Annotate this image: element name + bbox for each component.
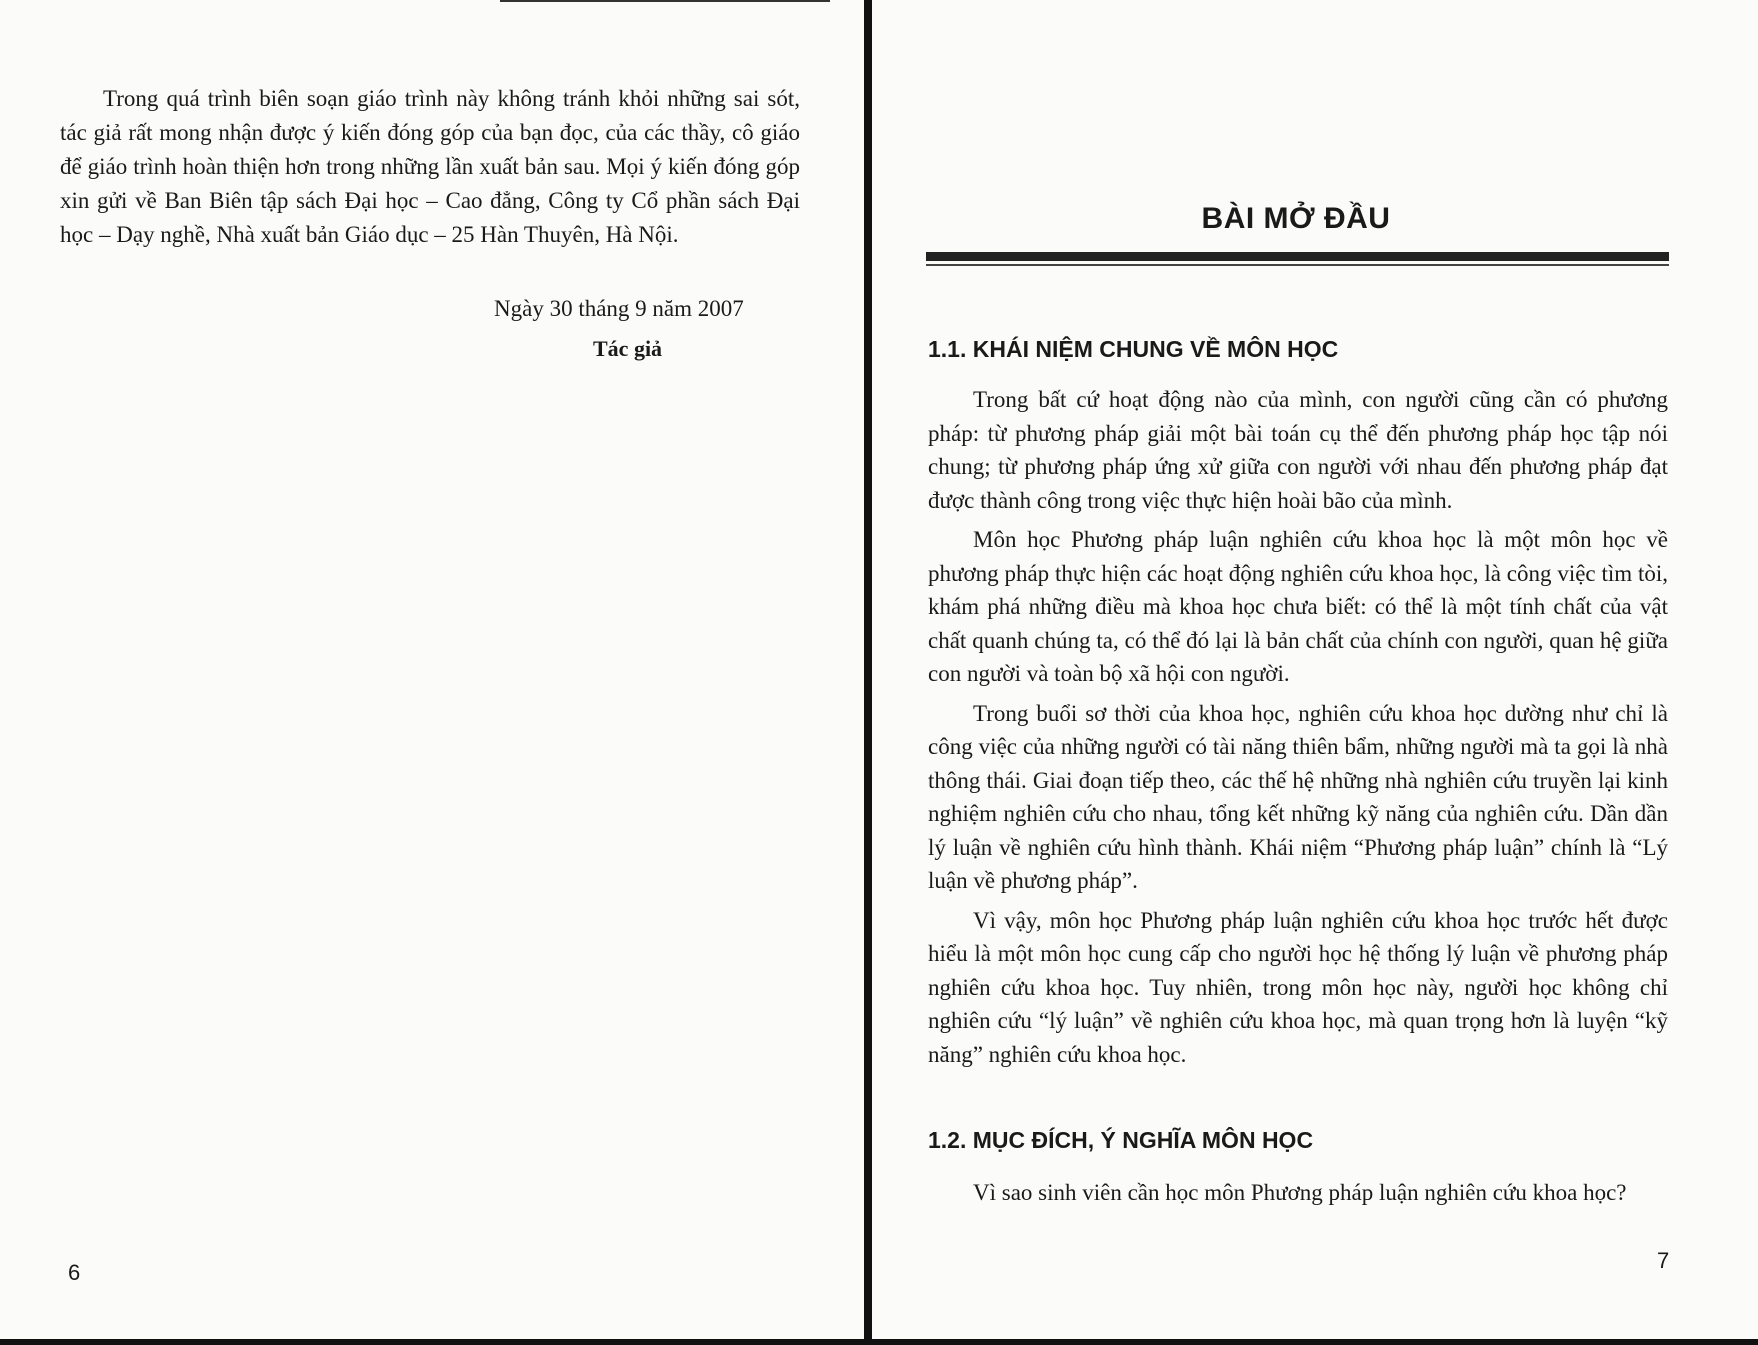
page-number-right: 7 — [1657, 1248, 1670, 1273]
title-rule-thin — [926, 264, 1669, 266]
book-spine — [864, 0, 872, 1345]
bottom-edge — [0, 1339, 1758, 1345]
body-paragraph: Môn học Phương pháp luận nghiên cứu khoa học là một môn học về phương pháp thực hiện các hoạt động nghiên cứu khoa học, là công việc tìm tòi, khám phá những điều mà khoa học chưa biết: có thể là một tính chất của vật chất quanh chúng ta, có thể đó lại là bản chất của chính con người, quan hệ giữa con người và toàn bộ xã hội con người. — [928, 527, 1668, 686]
signature-date: Ngày 30 tháng 9 năm 2007 — [494, 296, 744, 321]
body-paragraph: Vì sao sinh viên cần học môn Phương pháp luận nghiên cứu khoa học? — [973, 1180, 1627, 1205]
title-rule-thick — [926, 252, 1669, 261]
section-1-2-body — [928, 1176, 1668, 1216]
page-number-left: 6 — [68, 1260, 81, 1285]
signature-author: Tác giả — [593, 336, 663, 361]
left-page-body — [60, 82, 800, 252]
body-paragraph: Vì vậy, môn học Phương pháp luận nghiên cứu khoa học trước hết được hiểu là một môn học cung cấp cho người học hệ thống lý luận về phương pháp nghiên cứu khoa học. Tuy nhiên, trong môn học này, người học không chỉ nghiên cứu “lý luận” về nghiên cứu khoa học, mà quan trọng hơn là luyện “kỹ năng” nghiên cứu khoa học. — [928, 907, 1668, 1067]
section-heading-1-2: 1.2. MỤC ĐÍCH, Ý NGHĨA MÔN HỌC — [928, 1127, 1314, 1153]
body-paragraph: Trong buổi sơ thời của khoa học, nghiên cứu khoa học dường như chỉ là công việc của những người có tài năng thiên bẩm, những người mà ta gọi là nhà thông thái. Giai đoạn tiếp theo, các thế hệ những nhà nghiên cứu truyền lại kinh nghiệm nghiên cứu cho nhau, tổng kết những kỹ năng của nghiên cứu. Dần dần lý luận về nghiên cứu hình thành. Khái niệm “Phương pháp luận” chính là “Lý luận về phương pháp”. — [928, 700, 1668, 893]
body-paragraph: Trong bất cứ hoạt động nào của mình, con người cũng cần có phương pháp: từ phương pháp giải một bài toán cụ thể đến phương pháp học tập nói chung; từ phương pháp ứng xử giữa con người với nhau đến phương pháp đạt được thành công trong việc thực hiện hoài bão của mình. — [928, 387, 1668, 513]
preface-paragraph: Trong quá trình biên soạn giáo trình này không tránh khỏi những sai sót, tác giả rất mong nhận được ý kiến đóng góp của bạn đọc, của các thầy, cô giáo để giáo trình hoàn thiện hơn trong những lần xuất bản sau. Mọi ý kiến đóng góp xin gửi về Ban Biên tập sách Đại học – Cao đẳng, Công ty Cổ phần sách Đại học – Dạy nghề, Nhà xuất bản Giáo dục – 25 Hàn Thuyên, Hà Nội. — [60, 86, 800, 247]
section-1-1-body — [928, 383, 1668, 1077]
top-edge-mark — [500, 0, 830, 2]
section-heading-1-1: 1.1. KHÁI NIỆM CHUNG VỀ MÔN HỌC — [928, 336, 1339, 362]
chapter-title: BÀI MỞ ĐẦU — [1201, 202, 1391, 235]
